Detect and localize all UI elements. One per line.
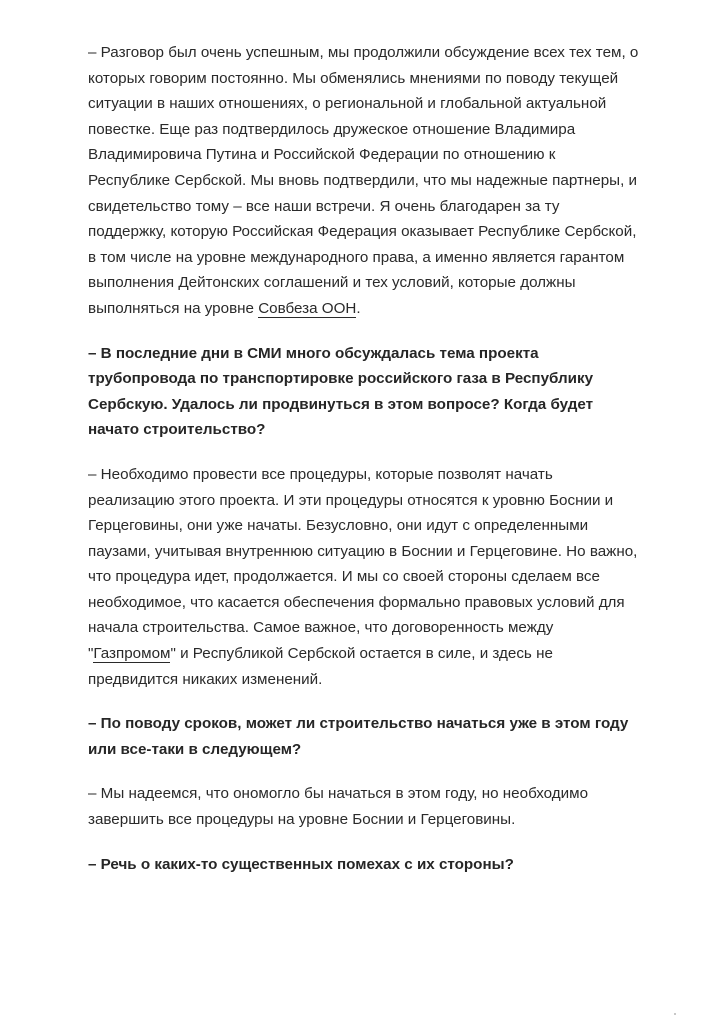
answer-paragraph-1 — [88, 40, 640, 322]
gazprom-link[interactable]: Газпромом — [93, 645, 171, 663]
answer-paragraph-2-text: – Необходимо провести все процедуры, которые позволят начать реализацию этого проекта. И эти процедуры относятся к уровню Боснии и Герцеговины, они уже начаты. Безусловно, они идут с определенными паузами, учитывая внутреннюю ситуацию в Боснии и Герцеговине. Но важно, что процедура идет, продолжается. И мы со своей стороны сделаем все необходимое, что касается обеспечения формально правовых условий для начала строительства. Самое важное, что договоренность между " — [88, 465, 638, 663]
scan-dot — [674, 1013, 676, 1015]
question-3: – Речь о каких-то существенных помехах с их стороны? — [88, 855, 514, 873]
question-2: – По поводу сроков, может ли строительство начаться уже в этом году или все-таки в следующем? — [88, 715, 629, 758]
answer-paragraph-2-end: " и Республикой Сербской остается в силе, и здесь не предвидится никаких изменений. — [88, 645, 553, 688]
answer-paragraph-2 — [88, 462, 640, 692]
question-1: – В последние дни в СМИ много обсуждалась тема проекта трубопровода по транспортировке российского газа в Республику Сербскую. Удалось ли продвинуться в этом вопросе? Когда будет начато строительство? — [88, 344, 594, 439]
article-body — [88, 40, 640, 896]
answer-paragraph-1-end: . — [356, 299, 361, 317]
answer-paragraph-1-text: – Разговор был очень успешным, мы продолжили обсуждение всех тех тем, о которых говорим постоянно. Мы обменялись мнениями по поводу текущей ситуации в наших отношениях, о региональной и глобальной актуальной повестке. Еще раз подтвердилось дружеское отношение Владимира Владимировича Путина и Российской Федерации по отношению к Республике Сербской. Мы вновь подтвердили, что мы надежные партнеры, и свидетельство тому – все наши встречи. Я очень благодарен за ту поддержку, которую Российская Федерация оказывает Республике Сербской, в том числе на уровне международного права, а именно является гарантом выполнения Дейтонских соглашений и тех условий, которые должны выполняться на уровне — [88, 44, 639, 317]
sovbez-oon-link[interactable]: Совбеза ООН — [258, 299, 357, 317]
answer-paragraph-3: – Мы надеемся, что ономогло бы начаться в этом году, но необходимо завершить все процедуры на уровне Боснии и Герцеговины. — [88, 785, 589, 829]
